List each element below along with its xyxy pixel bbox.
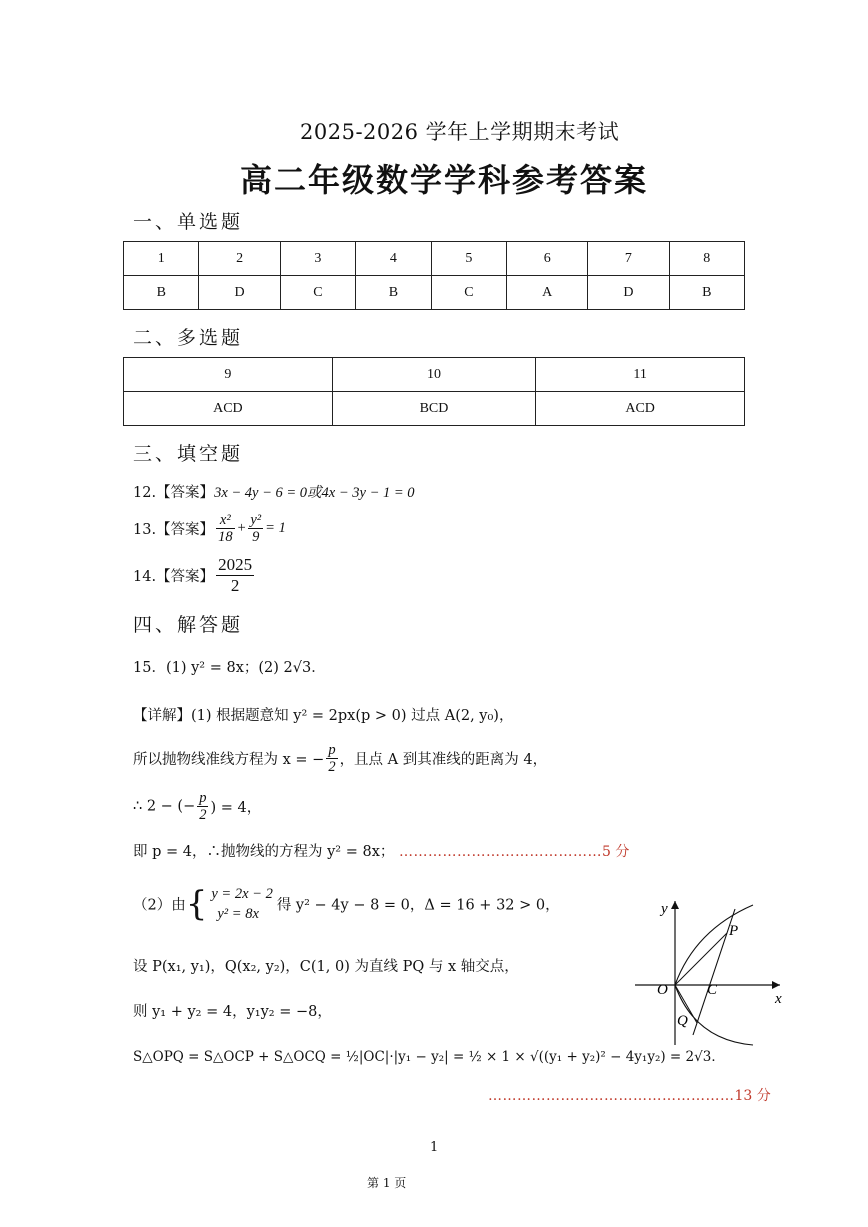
- answer-label: 14.【答案】: [133, 569, 215, 585]
- text-segment: （2）由: [133, 897, 186, 914]
- q15-part2-system: [133, 884, 560, 924]
- single-choice-table: [123, 241, 745, 310]
- numerator: y²: [250, 512, 262, 528]
- label-y: y: [661, 901, 668, 917]
- equation-rest: = 1: [265, 520, 286, 536]
- text-segment: 得 y² − 4y − 8 = 0，Δ = 16 + 32 > 0，: [276, 897, 560, 914]
- table-cell: 1: [124, 242, 199, 276]
- table-cell: 10: [332, 358, 536, 392]
- numerator: p: [328, 742, 336, 758]
- x-axis-arrow-icon: [772, 981, 780, 989]
- score-line-2: [488, 1085, 771, 1105]
- table-cell: 4: [356, 242, 431, 276]
- q15-detail-1: 【详解】(1) 根据题意知 y² = 2px(p > 0) 过点 A(2, y₀)，: [133, 708, 514, 724]
- text-segment: ) = 4，: [210, 800, 262, 816]
- q15-summary: 15．(1) y² = 8x；(2) 2√3．: [133, 660, 326, 676]
- q15-detail-2: [133, 742, 547, 775]
- text-segment: 即 p = 4，∴抛物线的方程为 y² = 8x；: [133, 844, 395, 860]
- text-segment: ∴ 2 − (−: [133, 798, 196, 815]
- page-number: 1: [430, 1140, 439, 1155]
- table-cell: 2: [199, 242, 280, 276]
- table-cell: D: [588, 276, 669, 310]
- table-row-numbers: [124, 242, 745, 276]
- table-row-answers: [124, 392, 745, 426]
- multi-choice-table: [123, 357, 745, 426]
- table-cell: D: [199, 276, 280, 310]
- label-q: Q: [677, 1013, 688, 1029]
- section-heading-solutions: 四、解答题: [133, 614, 244, 636]
- table-cell: 8: [669, 242, 745, 276]
- text-segment: ，且点 A 到其准线的距离为 4，: [339, 752, 548, 768]
- page-footer-label: 第 1 页: [367, 1176, 407, 1190]
- answer-label: 12.【答案】: [133, 485, 215, 501]
- answer-q14: [133, 555, 256, 596]
- label-p: P: [729, 923, 739, 939]
- score-value: 13 分: [734, 1088, 771, 1104]
- answer-value: 3x − 4y − 6 = 0或4x − 3y − 1 = 0: [214, 485, 415, 501]
- denominator: 9: [252, 529, 260, 545]
- table-row-numbers: [124, 358, 745, 392]
- score-dots: ……………………………………: [398, 844, 602, 860]
- fraction: [248, 512, 263, 545]
- equation-line: y² = 8x: [217, 906, 259, 922]
- denominator: 2: [230, 576, 240, 595]
- section-heading-single-choice: 一、单选题: [133, 211, 244, 233]
- label-x: x: [775, 991, 782, 1007]
- table-cell: 5: [431, 242, 506, 276]
- q15-detail-3: [133, 790, 261, 823]
- page-title: 高二年级数学学科参考答案: [240, 161, 649, 199]
- table-cell: ACD: [536, 392, 745, 426]
- table-cell: B: [356, 276, 431, 310]
- denominator: 18: [218, 529, 233, 545]
- answer-label: 13.【答案】: [133, 522, 215, 538]
- numerator: p: [199, 790, 207, 806]
- table-cell: B: [669, 276, 745, 310]
- table-cell: C: [431, 276, 506, 310]
- section-heading-multi-choice: 二、多选题: [133, 327, 244, 349]
- table-cell: 11: [536, 358, 745, 392]
- denominator: 2: [199, 807, 207, 823]
- numerator: 2025: [218, 555, 253, 574]
- label-c: C: [707, 982, 718, 998]
- exam-subtitle: 2025-2026 学年上学期期末考试: [300, 120, 620, 144]
- score-dots: ……………………………………………: [488, 1088, 735, 1104]
- parabola-figure: [625, 895, 790, 1055]
- equation-line: y = 2x − 2: [211, 886, 273, 902]
- table-row-answers: [124, 276, 745, 310]
- brace: {: [185, 884, 208, 924]
- y-axis-arrow-icon: [671, 901, 679, 909]
- section-heading-fill-blank: 三、填空题: [133, 443, 244, 465]
- denominator: 2: [328, 759, 336, 775]
- fraction: [326, 742, 337, 775]
- score-value: 5 分: [601, 844, 630, 860]
- table-cell: C: [280, 276, 355, 310]
- plus-sign: +: [236, 520, 247, 536]
- table-cell: 7: [588, 242, 669, 276]
- answer-q13: [133, 512, 286, 545]
- table-cell: B: [124, 276, 199, 310]
- table-cell: ACD: [124, 392, 333, 426]
- table-cell: 3: [280, 242, 355, 276]
- numerator: x²: [216, 512, 235, 529]
- answer-q12: [133, 481, 415, 502]
- q15-part2-vieta: 则 y₁ + y₂ = 4，y₁y₂ = −8，: [133, 1004, 332, 1020]
- q15-part2-area: S△OPQ = S△OCP + S△OCQ = ½|OC|·|y₁ − y₂| = ½ × 1 × √((y₁ + y₂)² − 4y₁y₂) = 2√3．: [133, 1049, 725, 1065]
- table-cell: BCD: [332, 392, 536, 426]
- fraction: [216, 555, 254, 596]
- q15-detail-4: [133, 840, 629, 861]
- fraction: [216, 512, 235, 545]
- equation-system: [209, 884, 274, 924]
- table-cell: 6: [507, 242, 588, 276]
- table-cell: A: [507, 276, 588, 310]
- text-segment: 所以抛物线准线方程为 x = −: [133, 752, 325, 768]
- q15-part2-setup: 设 P(x₁, y₁)，Q(x₂, y₂)，C(1, 0) 为直线 PQ 与 x 轴交点，: [133, 959, 519, 975]
- table-cell: 9: [124, 358, 333, 392]
- fraction: [197, 790, 208, 823]
- label-origin: O: [657, 982, 668, 998]
